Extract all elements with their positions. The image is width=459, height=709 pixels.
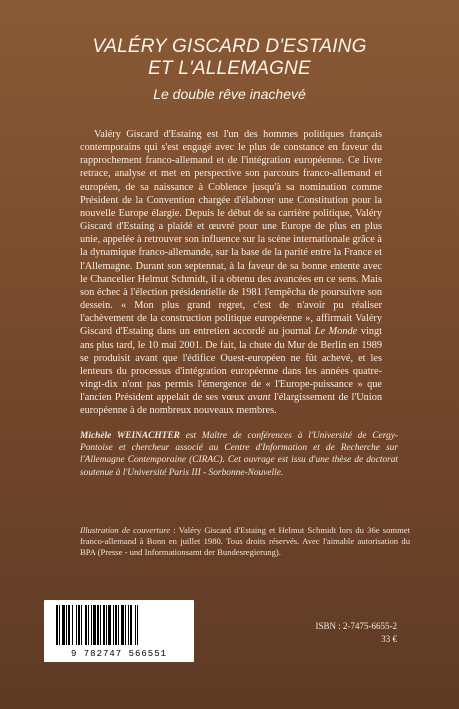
barcode-bar [56,605,58,645]
blurb-part-3: l'élargissement de l'Union européenne à de nombreux nouveaux membres. [80,392,382,417]
barcode-bar [78,605,80,645]
barcode-bar [76,605,77,645]
avant-emphasis: avant [247,392,271,404]
book-title [0,36,459,80]
blurb-part-1: Valéry Giscard d'Estaing est l'un des hommes politiques français contemporains qui s'est engagé avec le plus de constance en faveur du rapprochement franco-allemand et de l'intégration européenne. Ce livre retrace, analyse et met en perspective son parcours franco-allemand et européen, de sa naissance à Coblence jusqu'à sa nomination comme Président de la Convention chargée d'élaborer une Constitution pour la nouvelle Europe élargie. Depuis le début de sa carrière politique, Valéry Giscard d'Estaing a plaidé et œuvré pour une Europe de plus en plus unie, appelée à retrouver son influence sur la scène internationale grâce à la dynamique franco-allemande, sur la base de la parité entre la France et l'Allemagne. Durant son septennat, à la faveur de sa bonne entente avec le Chancelier Helmut Schmidt, il a obtenu des avancées en ce sens. Mais son échec à l'élection présidentielle de 1981 l'empêcha de poursuivre son dessein. « Mon plus grand regret, c'est de n'avoir pu réaliser l'achèvement de la construction politique européenne », affirmait Valéry Giscard d'Estaing dans un entretien accordé au journal [80,129,382,338]
barcode-bar [128,605,129,645]
barcode-bar [66,605,67,645]
blurb-paragraph [80,128,382,417]
newspaper-name: Le Monde [314,326,358,338]
title-line-1: VALÉRY GISCARD D'ESTAING [92,36,367,57]
cover-illustration-credit [80,525,410,558]
barcode-bar [62,605,65,645]
barcode-bar [135,605,136,645]
barcode-bar [97,605,99,645]
barcode-bar [113,605,114,645]
barcode-bar [59,605,60,645]
barcode-bar [137,605,138,645]
author-bio [80,430,398,479]
barcode-digits: 9 782747 566551 [70,649,167,659]
illustration-label: Illustration de couverture [80,525,171,535]
barcode-bar [93,605,96,645]
illustration-text: : Valéry Giscard d'Estaing et Helmut Schmidt lors du 36e sommet franco-allemand à Bonn en juillet 1980. Tous droits réservés. Avec l'aimable autorisation du BPA (Presse - und Informationsamt der Bundesregierung). [80,525,410,557]
barcode [44,600,194,662]
barcode-bar [91,605,92,645]
book-subtitle: Le double rêve inachevé [153,86,306,102]
author-name: Michèle WEINACHTER [80,431,180,441]
author-bio-text: est Maître de conférences à l'Université de Cergy-Pontoise et chercheur associé au Centre d'Information et de Recherche sur l'Allemagne Contemporaine (CIRAC). Cet ouvrage est issu d'une thèse de doctorat soutenue à l'Université Paris III - Sorbonne-Nouvelle. [80,431,398,478]
barcode-bar [103,605,105,645]
barcode-bar [108,605,111,645]
barcode-bar [125,605,126,645]
barcode-bar [106,605,107,645]
barcode-bar [118,605,119,645]
barcode-bars [54,605,184,649]
barcode-bar [81,605,82,645]
book-price: 33 € [381,634,397,644]
blurb-part-2: vingt ans plus tard, le 10 mai 2001. De fait, la chute du Mur de Berlin en 1989 se produisit avant que l'édifice Ouest-européen ne fût achevé, et les lenteurs du processus d'intégration européenne dans les années quatre-vingt-dix n'ont pas permis l'émergence de « l'Europe-puissance » que l'ancien Président appelait de ses vœux [80,326,382,404]
barcode-bar [88,605,89,645]
barcode-bar [100,605,101,645]
barcode-bar [68,605,70,645]
barcode-bar [72,605,73,645]
barcode-bar [85,605,87,645]
barcode-bar [115,605,117,645]
title-line-2: ET L'ALLEMAGNE [148,58,311,79]
barcode-bar [130,605,132,645]
barcode-bar [121,605,124,645]
isbn-number: ISBN : 2-7475-6655-2 [315,621,397,631]
